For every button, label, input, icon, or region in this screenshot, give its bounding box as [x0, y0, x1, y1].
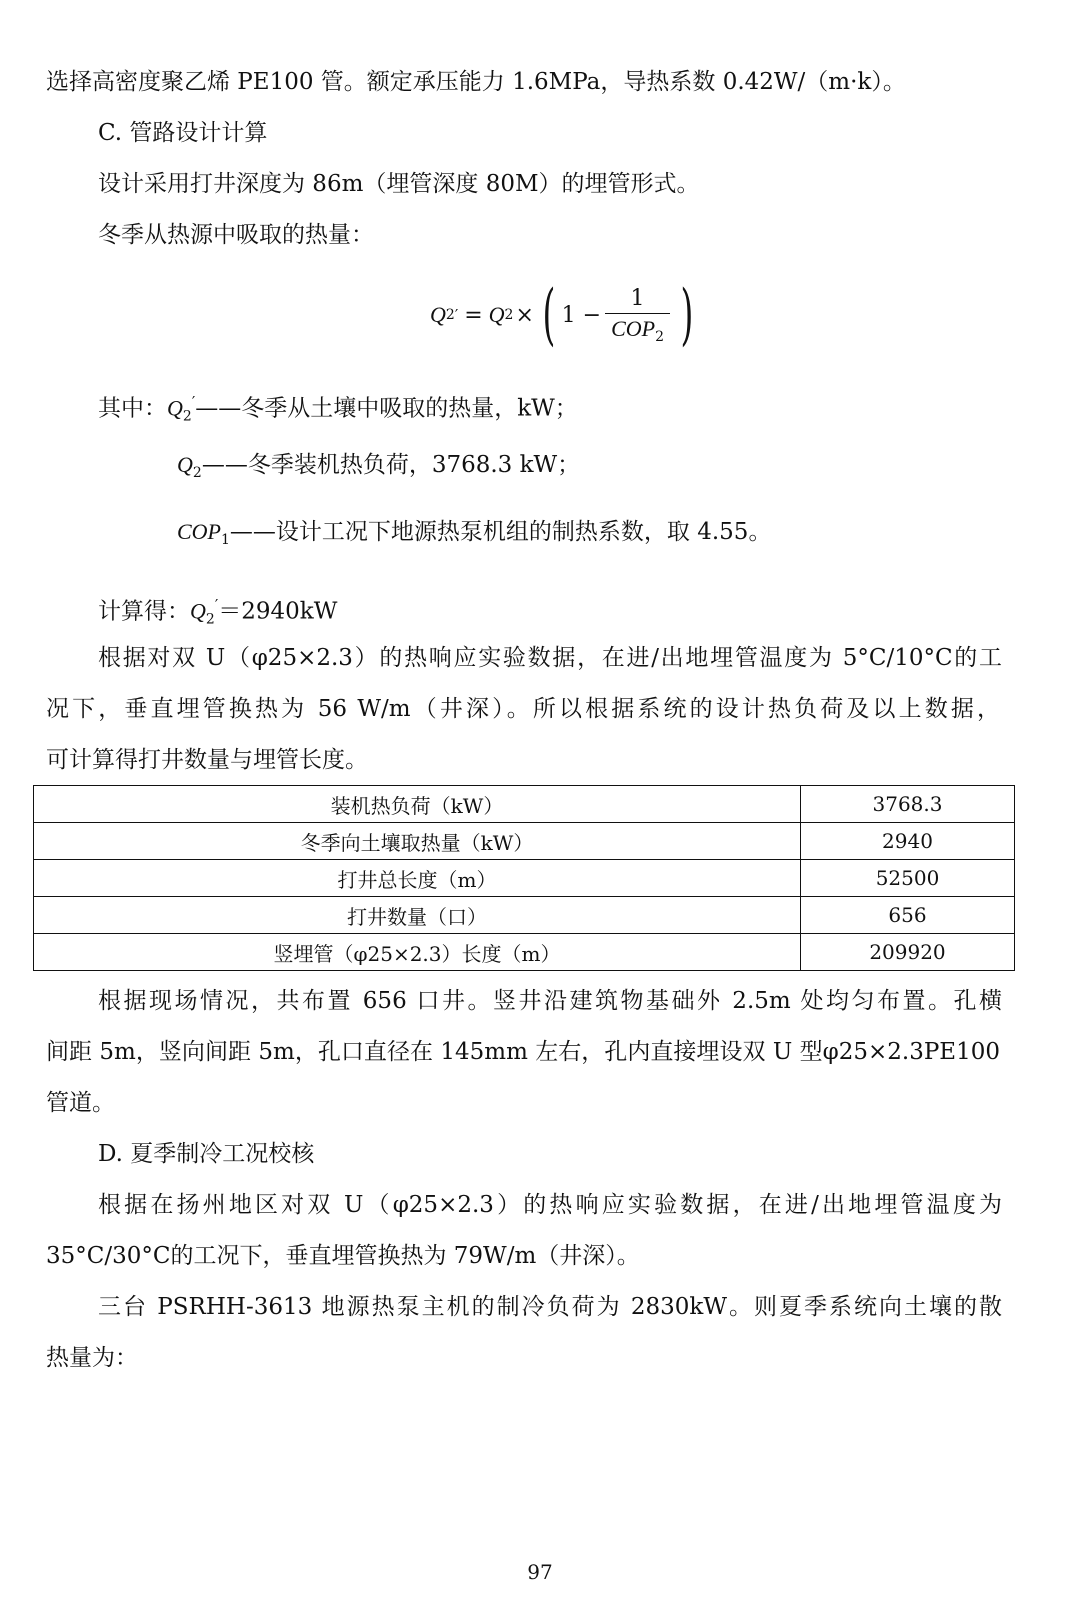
definition-symbol: COP — [177, 519, 221, 544]
definition-text: ——设计工况下地源热泵机组的制热系数，取 4.55。 — [229, 519, 772, 545]
formula-rhs-q: Q — [488, 302, 505, 327]
table-row: 竖埋管（φ25×2.3）长度（m） 209920 — [34, 934, 1015, 971]
para-summer-line1: 根据在扬州地区对双 U（φ25×2.3）的热响应实验数据，在进/出地埋管温度为 — [98, 1192, 1002, 1218]
page-number: 97 — [527, 1560, 553, 1584]
para-pe-pipe: 选择高密度聚乙烯 PE100 管。额定承压能力 1.6MPa，导热系数 0.42W/（m·k）。 — [46, 69, 906, 95]
formula-lhs: Q — [430, 302, 446, 327]
definition-text: ——冬季从土壤中吸取的热量，kW； — [195, 395, 578, 422]
para-thermal-test-line1: 根据对双 U（φ25×2.3）的热响应实验数据，在进/出地埋管温度为 5°C/10°C的工 — [98, 645, 1002, 671]
formula-rhs-sub: 2 — [504, 307, 514, 323]
formula-right-paren: ) — [680, 276, 694, 353]
formula-one-minus: 1 − — [561, 302, 602, 328]
para-cooling-load-line2: 热量为： — [46, 1345, 138, 1371]
formula-lhs-sub: 2 — [445, 307, 455, 323]
definition-q2-prime: 其中：$Q_2'——$冬季从土壤中吸取的热量，kW； — [98, 393, 578, 425]
para-layout-line1: 根据现场情况，共布置 656 口井。竖井沿建筑物基础外 2.5m 处均匀布置。孔横 — [98, 988, 1002, 1014]
formula-denominator: $COP_2$ — [605, 313, 670, 345]
heading-c: C. 管路设计计算 — [98, 120, 268, 146]
para-layout-line2: 间距 5m，竖向间距 5m，孔口直径在 145mm 左右，孔内直接埋设双 U 型φ25×2.3PE100 — [46, 1039, 1000, 1065]
winter-heat-formula — [430, 272, 700, 358]
para-winter-heat: 冬季从热源中吸取的热量： — [98, 222, 374, 248]
definition-symbol: Q — [177, 452, 193, 477]
para-thermal-test-line2: 况下，垂直埋管换热为 56 W/m（井深）。所以根据系统的设计热负荷及以上数据， — [46, 696, 1000, 722]
formula-left-paren: ( — [542, 276, 556, 353]
definition-cop1: $COP_1——$设计工况下地源热泵机组的制热系数，取 4.55。 — [177, 519, 772, 548]
definition-symbol: Q — [167, 395, 183, 421]
calc-result: 计算得：$Q_2'=2940kW$ — [98, 596, 338, 628]
well-data-table — [33, 785, 1015, 971]
heading-d: D. 夏季制冷工况校核 — [98, 1141, 315, 1167]
calc-result-value: ＝2940kW — [218, 598, 338, 625]
para-well-depth: 设计采用打井深度为 86m（埋管深度 80M）的埋管形式。 — [98, 171, 700, 197]
para-cooling-load-line1: 三台 PSRHH-3613 地源热泵主机的制冷负荷为 2830kW。则夏季系统向土壤的散 — [98, 1294, 1002, 1320]
formula-equals: = — [464, 302, 483, 328]
para-layout-line3: 管道。 — [46, 1090, 115, 1116]
formula-lhs-prime: ′ — [454, 306, 459, 324]
table-row: 打井总长度（m） 52500 — [34, 860, 1015, 897]
para-summer-line2: 35°C/30°C的工况下，垂直埋管换热为 79W/m（井深）。 — [46, 1243, 640, 1269]
para-thermal-test-line3: 可计算得打井数量与埋管长度。 — [46, 747, 368, 773]
formula-numerator: 1 — [630, 285, 645, 311]
where-prefix: 其中： — [98, 395, 167, 422]
table-row: 打井数量（口） 656 — [34, 897, 1015, 934]
definition-text: ——冬季装机热负荷，3768.3 kW； — [201, 452, 581, 478]
table-row: 装机热负荷（kW） 3768.3 — [34, 786, 1015, 823]
formula-fraction — [605, 286, 670, 345]
formula-times: × — [515, 302, 534, 328]
definition-q2: $Q_2——$冬季装机热负荷，3768.3 kW； — [177, 452, 581, 481]
table-row: 冬季向土壤取热量（kW） 2940 — [34, 823, 1015, 860]
